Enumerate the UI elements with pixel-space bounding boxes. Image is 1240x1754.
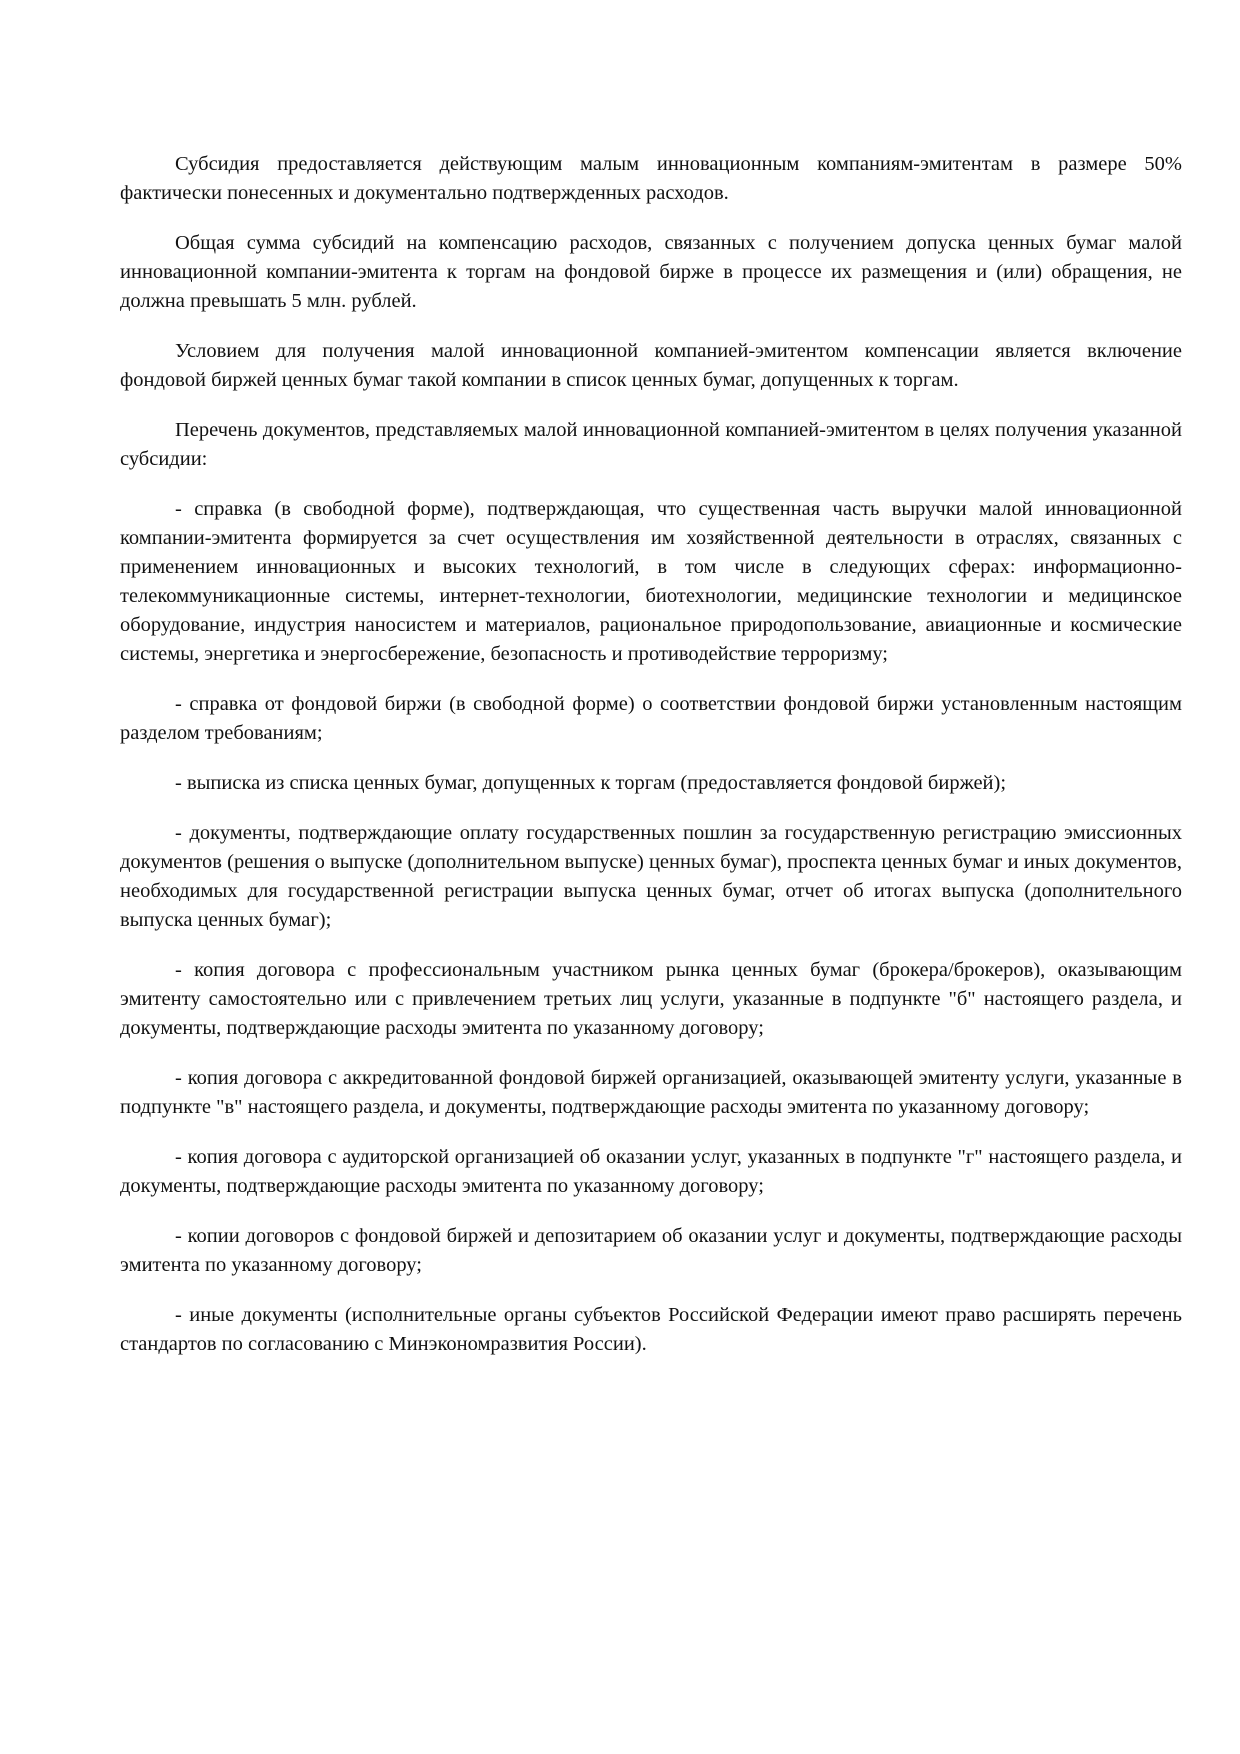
list-item: - справка (в свободной форме), подтверждающая, что существенная часть выручки малой инновационной компании-эмитента формируется за счет осуществления им хозяйственной деятельности в отраслях, связанных с применением инновационных и высоких технологий, в том числе в следующих сферах: информационно-телекоммуникационные системы, интернет-технологии, биотехнологии, медицинские технологии и медицинское оборудование, индустрия наносистем и материалов, рациональное природопользование, авиационные и космические системы, энергетика и энергосбережение, безопасность и противодействие терроризму; [120,498,1182,665]
list-item: - копии договоров с фондовой биржей и депозитарием об оказании услуг и документы, подтверждающие расходы эмитента по указанному договору; [120,1225,1182,1276]
list-item: - копия договора с аккредитованной фондовой биржей организацией, оказывающей эмитенту услуги, указанные в подпункте "в" настоящего раздела, и документы, подтверждающие расходы эмитента по указанному договору; [120,1067,1182,1118]
list-item: - справка от фондовой биржи (в свободной форме) о соответствии фондовой биржи установленным настоящим разделом требованиям; [120,693,1182,744]
paragraph-subsidy-amount: Субсидия предоставляется действующим малым инновационным компаниям-эмитентам в размере 50% фактически понесенных и документально подтвержденных расходов. [120,153,1182,204]
list-item: - выписка из списка ценных бумаг, допущенных к торгам (предоставляется фондовой биржей); [175,772,1007,794]
list-item: - документы, подтверждающие оплату государственных пошлин за государственную регистрацию эмиссионных документов (решения о выпуске (дополнительном выпуске) ценных бумаг), проспекта ценных бумаг и иных документов, необходимых для государственной регистрации выпуска ценных бумаг, отчет об итогах выпуска (дополнительного выпуска ценных бумаг); [120,822,1182,931]
list-item: - иные документы (исполнительные органы субъектов Российской Федерации имеют право расширять перечень стандартов по согласованию с Минэкономразвития России). [120,1304,1182,1355]
paragraph-total-limit: Общая сумма субсидий на компенсацию расходов, связанных с получением допуска ценных бумаг малой инновационной компании-эмитента к торгам на фондовой бирже в процессе их размещения и (или) обращения, не должна превышать 5 млн. рублей. [120,232,1182,312]
paragraph-documents-intro: Перечень документов, представляемых малой инновационной компанией-эмитентом в целях получения указанной субсидии: [120,419,1182,470]
list-item: - копия договора с аудиторской организацией об оказании услуг, указанных в подпункте "г" настоящего раздела, и документы, подтверждающие расходы эмитента по указанному договору; [120,1146,1182,1197]
list-item: - копия договора с профессиональным участником рынка ценных бумаг (брокера/брокеров), оказывающим эмитенту самостоятельно или с привлечением третьих лиц услуги, указанные в подпункте "б" настоящего раздела, и документы, подтверждающие расходы эмитента по указанному договору; [120,959,1182,1039]
document-page [120,150,1182,1380]
paragraph-condition: Условием для получения малой инновационной компанией-эмитентом компенсации является включение фондовой биржей ценных бумаг такой компании в список ценных бумаг, допущенных к торгам. [120,340,1182,391]
